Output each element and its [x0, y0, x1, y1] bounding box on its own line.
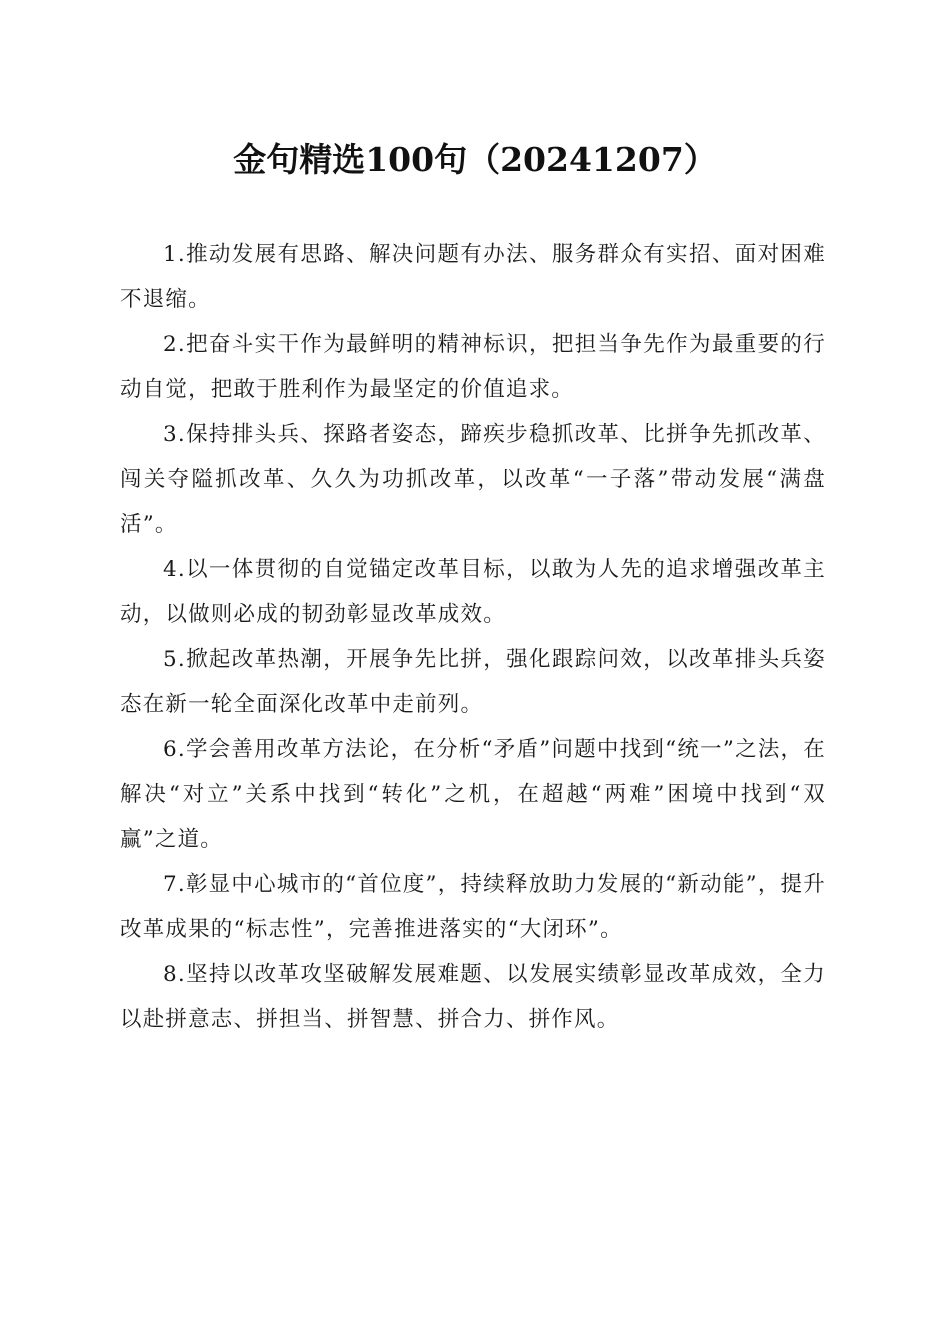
paragraph-6: 6.学会善用改革方法论，在分析“矛盾”问题中找到“统一”之法，在解决“对立”关系中找到“转化”之机，在超越“两难”困境中找到“双赢”之道。: [120, 737, 826, 852]
paragraph-8: 8.坚持以改革攻坚破解发展难题、以发展实绩彰显改革成效，全力以赴拼意志、拼担当、拼智慧、拼合力、拼作风。: [120, 962, 826, 1032]
paragraph-3: 3.保持排头兵、探路者姿态，蹄疾步稳抓改革、比拼争先抓改革、闯关夺隘抓改革、久久为功抓改革，以改革“一子落”带动发展“满盘活”。: [120, 422, 826, 537]
paragraph-7: 7.彰显中心城市的“首位度”，持续释放助力发展的“新动能”，提升改革成果的“标志性”，完善推进落实的“大闭环”。: [120, 872, 826, 942]
document-body: [120, 232, 826, 1042]
paragraph-1: 1.推动发展有思路、解决问题有办法、服务群众有实招、面对困难不退缩。: [120, 242, 826, 312]
paragraph-4: 4.以一体贯彻的自觉锚定改革目标，以敢为人先的追求增强改革主动，以做则必成的韧劲彰显改革成效。: [120, 557, 826, 627]
paragraph-2: 2.把奋斗实干作为最鲜明的精神标识，把担当争先作为最重要的行动自觉，把敢于胜利作为最坚定的价值追求。: [120, 332, 826, 402]
document-title: 金句精选100句（20241207）: [233, 140, 717, 179]
paragraph-5: 5.掀起改革热潮，开展争先比拼，强化跟踪问效，以改革排头兵姿态在新一轮全面深化改革中走前列。: [120, 647, 826, 717]
